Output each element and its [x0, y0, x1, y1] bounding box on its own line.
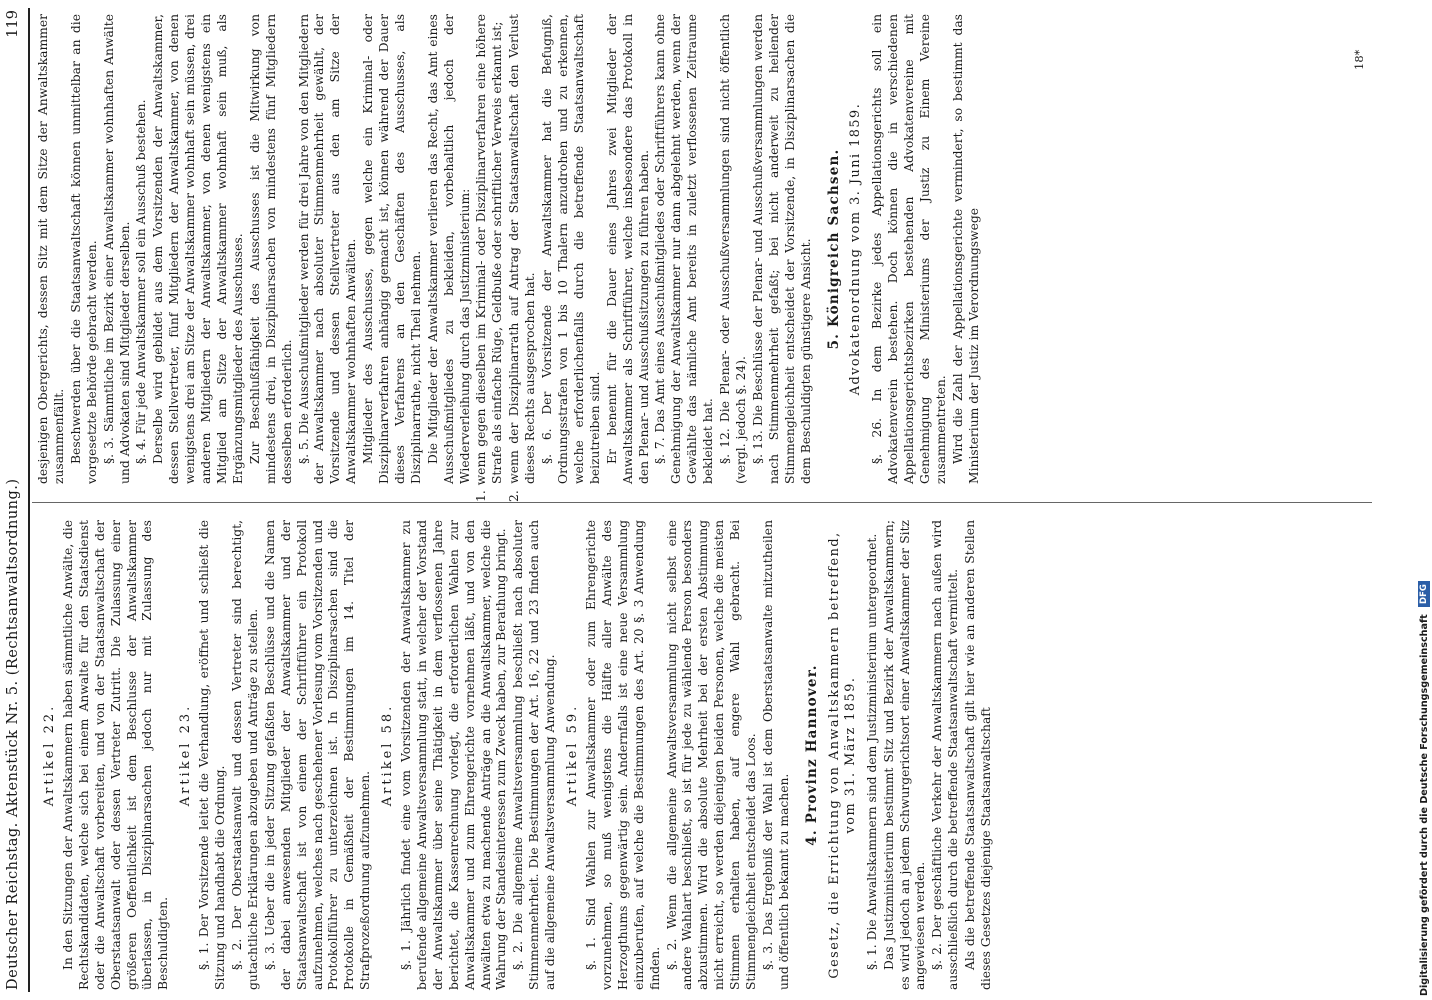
paragraph: Die Mitglieder der Anwaltskammer verlieren das Recht, das Amt eines Ausschußmitgliedes zu bekleiden, vorbehaltlich jedoch der Wiederverleihung durch das Justizministerium:: [425, 14, 472, 484]
paragraph: §. 2. Der Oberstaatsanwalt und dessen Vertreter sind berechtigt, gutachtliche Erklärungen abzugeben und Anträge zu stellen.: [229, 520, 260, 990]
paragraph: Zur Beschlußfähigkeit des Ausschusses ist die Mitwirkung von mindestens drei, in Disziplinarsachen von mindestens fünf Mitgliedern desselben erforderlich.: [247, 14, 294, 484]
paragraph: §. 2. Wenn die allgemeine Anwaltsversammlung nicht selbst eine andere Wahlart beschließt, so ist für jede zu wählende Person besonders abzustimmen. Wird die absolute Mehrheit bei der ersten Abstimmung nicht erreicht, so werden diejenigen beiden Personen, welche die meisten Stimmen erhalten haben, auf engere Wahl gebracht. Bei Stimmengleichheit entscheidet das Loos.: [664, 520, 759, 990]
left-column: [36, 520, 996, 990]
page-number: 119: [5, 10, 21, 38]
list-item: 2. wenn der Disziplinarrath auf Antrag der Staatsanwaltschaft den Verlust dieses Rechts ausgesprochen hat.: [507, 14, 538, 502]
paragraph: §. 12. Die Plenar- oder Ausschußversammlungen sind nicht öffentlich (vergl. jedoch §. 24).: [718, 14, 748, 484]
paragraph: §. 13. Die Beschlüsse der Plenar- und Ausschußversammlungen werden nach Stimmenmehrheit gefaßt; bei nicht anderweit zu heilender Stimmengleichheit entscheidet der Vorsitzende, in Disziplinarsachen die dem Beschuldigten günstigere Ansicht.: [750, 14, 813, 484]
paragraph: §. 26. In dem Bezirke jedes Appellationsgerichts soll ein Advokatenverein bestehen. Doch können die in verschiedenen Appellationsgerichtsbezirken bestehenden Advokatenvereine mit Genehmigung des Ministeriums der Justiz zu Einem Vereine zusammentreten.: [870, 14, 949, 484]
paragraph: In den Sitzungen der Anwaltskammern haben sämmtliche Anwälte, die Rechtskandidaten, welche sich bei einem Anwalte für den Staatsdienst oder die Anwaltschaft vorbereiten, und von der Staatsanwaltschaft der Oberstaatsanwalt oder dessen Vertreter Zutritt. Die Zulassung einer größeren Oeffentlichkeit ist dem Beschlusse der Anwaltskammer überlassen, in Disziplinarsachen jedoch nur mit Zulassung des Beschuldigten.: [60, 520, 171, 990]
law-title: Advokatenordnung vom 3. Juni 1859.: [848, 102, 864, 396]
section-heading: 5. Königreich Sachsen.: [825, 148, 842, 350]
paragraph: §. 2. Der geschäftliche Verkehr der Anwaltskammern nach außen wird ausschließlich durch die betreffende Staatsanwaltschaft vermittelt.: [930, 520, 961, 990]
paragraph: Er benennt für die Dauer eines Jahres zwei Mitglieder der Anwaltskammer als Schriftführer, welche insbesondere das Protokoll in den Plenar- und Ausschußsitzungen zu führen haben.: [604, 14, 651, 484]
paragraph: Das Justizministerium bestimmt Sitz und Bezirk der Anwaltskammern; es wird jedoch an jedem Schwurgerichtsort einer Anwaltskammer der Sitz angewiesen werden.: [881, 520, 928, 990]
paragraph: §. 1. Jährlich findet eine vom Vorsitzenden der Anwaltskammer zu berufende allgemeine Anwaltsversammlung statt, in welcher der Vorstand der Anwaltskammer über seine Thätigkeit in dem verflossenen Jahre berichtet, die Kassenrechnung vorlegt, die erforderlichen Wahlen zur Anwaltskammer und zum Ehrengerichte vornehmen läßt, und von den Anwälten etwa zu machende Anträge an die Anwaltskammer, welche die Wahrung der Standesinteressen zum Zweck haben, zur Berathung bringt.: [399, 520, 509, 990]
section-heading: 4. Provinz Hannover.: [803, 664, 820, 846]
paragraph: §. 5. Die Ausschußmitglieder werden für drei Jahre von den Mitgliedern der Anwaltskammer nach absoluter Stimmenmehrheit gewählt, der Vorsitzende und dessen Stellvertreter aus den am Sitze der Anwaltskammer wohnhaften Anwälten.: [296, 14, 359, 484]
article-heading: Artikel 58.: [380, 703, 396, 807]
paragraph: §. 4. Für jede Anwaltskammer soll ein Ausschuß bestehen.: [134, 99, 149, 464]
law-title: Gesetz, die Errichtung von Anwaltskammern betreffend, vom 31. März 1859.: [826, 531, 858, 979]
article-heading: Artikel 23.: [178, 703, 194, 807]
paragraph: §. 3. Ueber die in jeder Sitzung gefaßten Beschlüsse und die Namen der dabei anwesenden Mitglieder der Anwaltskammer und der Staatsanwaltschaft ist von einem der Schriftführer ein Protokoll aufzunehmen, welches nach geschehener Vorlesung vom Vorsitzenden und Protokollführer zu unterzeichnen ist. In Disziplinarsachen sind die Protokolle in Gemäßheit der Bestimmungen im 14. Titel der Strafprozeßordnung aufzunehmen.: [262, 520, 373, 990]
column-separator: [32, 502, 1372, 503]
paragraph: §. 2. Die allgemeine Anwaltsversammlung beschließt nach absoluter Stimmenmehrheit. Die Bestimmungen der Art. 16, 22 und 23 finden auch auf die allgemeine Anwaltsversammlung Anwendung.: [511, 520, 558, 990]
article-heading: Artikel 22.: [42, 703, 57, 807]
sidebar-credit: [1415, 0, 1432, 996]
dfg-badge: DFG: [1418, 581, 1430, 607]
article-heading: Artikel 59.: [565, 703, 581, 807]
header-title: Deutscher Reichstag. Aktenstück Nr. 5. (Rechtsanwaltsordnung.): [5, 478, 21, 990]
signature-mark: 18*: [1352, 49, 1366, 70]
sidebar-text: Digitalisierung gefördert durch die Deutsche Forschungsgemeinschaft: [1419, 614, 1430, 996]
digitization-sidebar: [1412, 0, 1432, 1000]
paragraph: §. 3. Sämmtliche im Bezirk einer Anwaltskammer wohnhaften Anwälte und Advokaten sind Mitglieder derselben.: [101, 14, 132, 484]
paragraph: §. 6. Der Vorsitzende der Anwaltskammer hat die Befugniß, Ordnungsstrafen von 1 bis 10 Thalern anzudrohen und zu erkennen, welche erforderlichenfalls durch die betreffende Staatsanwaltschaft beizutreiben sind.: [540, 14, 602, 484]
paragraph: Derselbe wird gebildet aus dem Vorsitzenden der Anwaltskammer, dessen Stellvertreter, fünf Mitgliedern der Anwaltskammer, von denen wenigstens drei am Sitze der Anwaltskammer wohnhaft sein müssen, drei anderen Mitgliedern der Anwaltskammer, von denen wenigstens ein Mitglied am Sitze der Anwaltskammer wohnhaft sein muß, als Ergänzungsmitglieder des Ausschusses.: [151, 14, 245, 484]
paragraph: Wird die Zahl der Appellationsgerichte vermindert, so bestimmt das Ministerium der Justiz im Verordnungswege: [950, 14, 981, 484]
right-column: [36, 14, 984, 502]
paragraph: §. 1. Die Anwaltskammern sind dem Justizministerium untergeordnet.: [864, 533, 879, 970]
paragraph: §. 1. Der Vorsitzende leitet die Verhandlung, eröffnet und schließt die Sitzung und handhabt die Ordnung.: [197, 520, 228, 990]
paragraph: desjenigen Obergerichts, dessen Sitz mit dem Sitze der Anwaltskammer zusammenfällt.: [36, 14, 66, 484]
paragraph: Als die betreffende Staatsanwaltschaft gilt hier wie an anderen Stellen dieses Gesetzes diejenige Staatsanwaltschaft: [963, 520, 994, 990]
paragraph: §. 1. Sind Wahlen zur Anwaltskammer oder zum Ehrengerichte vorzunehmen, so muß wenigstens die Hälfte aller Anwälte des Herzogthums gegenwärtig sein. Andernfalls ist eine neue Versammlung einzuberufen, auf welche die Bestimmungen des Art. 20 §. 3 Anwendung finden.: [584, 520, 662, 990]
paragraph: Mitglieder des Ausschusses, gegen welche ein Kriminal- oder Disziplinarverfahren anhängig gemacht ist, können während der Dauer dieses Verfahrens an den Geschäften des Ausschusses, als Disziplinarrathe, nicht Theil nehmen.: [361, 14, 423, 484]
list-item: 1. wenn gegen dieselben im Kriminal- oder Disziplinarverfahren eine höhere Strafe als einfache Rüge, Geldbuße oder schriftlicher Verweis erkannt ist;: [474, 14, 505, 502]
paragraph: §. 7. Das Amt eines Ausschußmitgliedes oder Schriftführers kann ohne Genehmigung der Anwaltskammer nur dann abgelehnt werden, wenn der Gewählte das nämliche Amt bereits in zuletzt verflossenen Zeitraume bekleidet hat.: [653, 14, 716, 484]
header-rule: [28, 8, 30, 992]
paragraph: Beschwerden über die Staatsanwaltschaft können unmittelbar an die vorgesetzte Behörde gebracht werden.: [68, 14, 99, 484]
paragraph: §. 3. Das Ergebniß der Wahl ist dem Oberstaatsanwalte mitzutheilen und öffentlich bekannt zu machen.: [760, 520, 791, 990]
